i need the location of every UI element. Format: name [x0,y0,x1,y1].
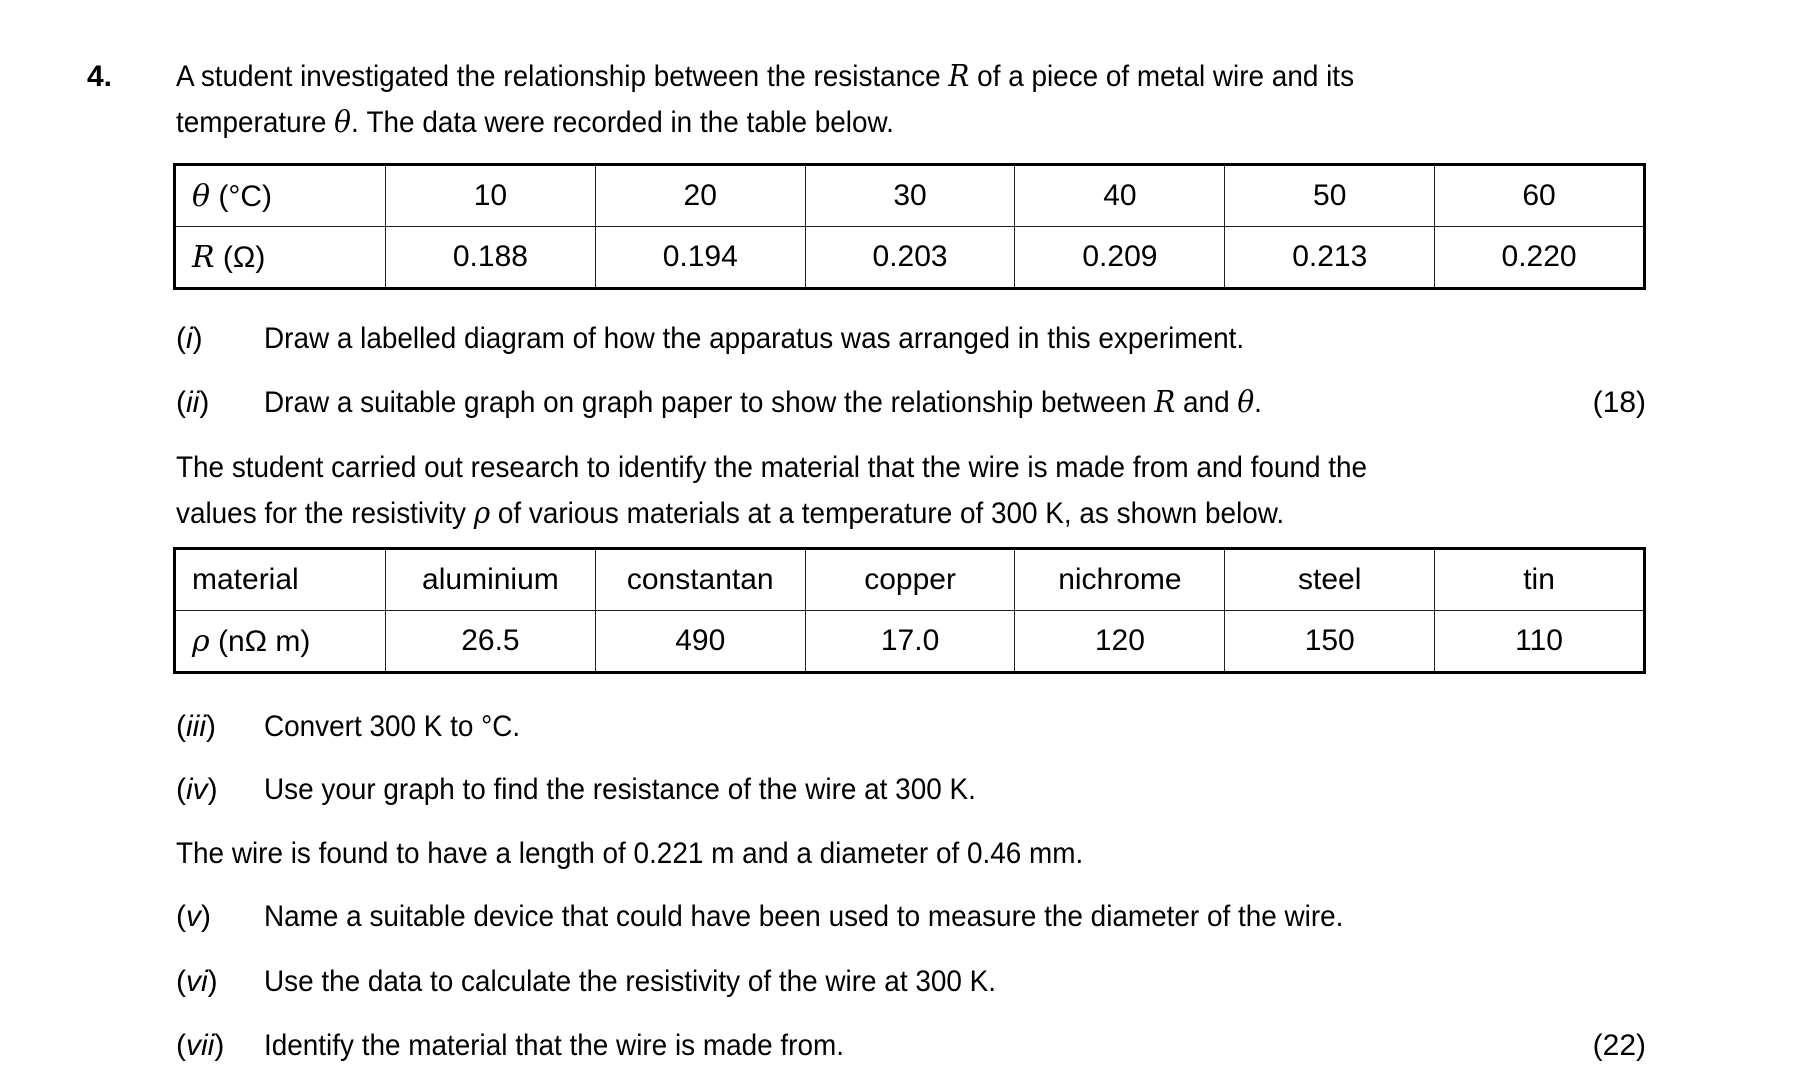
table-cell: 10 [386,165,596,227]
table-row-material [175,549,1645,611]
table-cell: copper [805,549,1015,611]
table-cell: 40 [1015,165,1225,227]
table-cell: 0.220 [1435,227,1645,289]
wire-info: The wire is found to have a length of 0.221 m and a diameter of 0.46 mm. [176,837,1084,870]
table-cell: 150 [1225,611,1435,673]
intro-text: . The data were recorded in the table below. [350,106,894,139]
part-iv-label: (iv) [176,773,218,806]
part-iv-text: Use your graph to find the resistance of the wire at 300 K. [264,773,976,806]
part-vii-text: Identify the material that the wire is made from. [264,1029,844,1062]
table-cell: 0.194 [595,227,805,289]
research-line-2: values for the resistivity ρ of various materials at a temperature of 300 K, as shown below. [176,496,1285,531]
table-row-theta [175,165,1645,227]
table-cell: 110 [1435,611,1645,673]
temperature-resistance-table [173,163,1646,290]
table-cell: nichrome [1015,549,1225,611]
theta-symbol: θ [192,178,211,214]
table-cell: 17.0 [805,611,1015,673]
part-vi-label: (vi) [176,965,218,998]
unit-label: (Ω) [214,240,266,274]
rho-symbol: ρ [473,496,491,531]
rho-symbol: ρ [192,623,210,659]
resistivity-table [173,547,1646,674]
table-cell: 20 [595,165,805,227]
intro-line-1 [176,59,1355,94]
theta-symbol: θ [334,105,351,140]
row-header-resistivity [175,611,386,673]
intro-text: of a piece of metal wire and its [969,60,1355,93]
intro-text: temperature [176,106,335,139]
theta-symbol: θ [1237,385,1255,420]
row-header-resistance [175,227,386,289]
part-vi-text: Use the data to calculate the resistivity of the wire at 300 K. [264,965,996,998]
part-ii-text: Draw a suitable graph on graph paper to show the relationship between R and θ. [264,385,1262,420]
unit-label: (nΩ m) [209,624,311,658]
intro-text: A student investigated the relationship between the resistance [176,60,949,93]
table-cell: 120 [1015,611,1225,673]
part-i-label: (i) [176,322,203,355]
unit-label: (°C) [210,179,273,213]
table-cell: 30 [805,165,1015,227]
table-cell: 0.209 [1015,227,1225,289]
resistance-symbol: R [1154,385,1176,420]
part-ii-label: (ii) [176,386,210,419]
row-header-theta [175,165,386,227]
table-cell: 0.203 [805,227,1015,289]
table-cell: 60 [1435,165,1645,227]
part-v-label: (v) [176,900,211,933]
table-cell: 50 [1225,165,1435,227]
marks-18: (18) [1592,386,1646,419]
part-v-text: Name a suitable device that could have been used to measure the diameter of the wire. [264,900,1344,933]
table-row-resistivity [175,611,1645,673]
table-cell: 0.213 [1225,227,1435,289]
resistance-symbol: R [192,239,215,275]
table-cell: steel [1225,549,1435,611]
part-iii-label: (iii) [176,710,216,743]
table-cell: 26.5 [386,611,596,673]
table-cell: constantan [595,549,805,611]
marks-22: (22) [1592,1029,1646,1062]
table-row-resistance [175,227,1645,289]
table-cell: 490 [595,611,805,673]
part-vii-label: (vii) [176,1029,225,1062]
resistance-symbol: R [948,59,970,94]
table-cell: aluminium [386,549,596,611]
table-cell: tin [1435,549,1645,611]
table-cell: 0.188 [386,227,596,289]
question-number: 4. [87,60,113,93]
part-i-text: Draw a labelled diagram of how the apparatus was arranged in this experiment. [264,322,1245,355]
part-iii-text: Convert 300 K to °C. [264,710,521,743]
research-line-1: The student carried out research to identify the material that the wire is made from and found the [176,451,1368,484]
row-header-material: material [175,549,386,611]
intro-line-2 [176,105,894,140]
